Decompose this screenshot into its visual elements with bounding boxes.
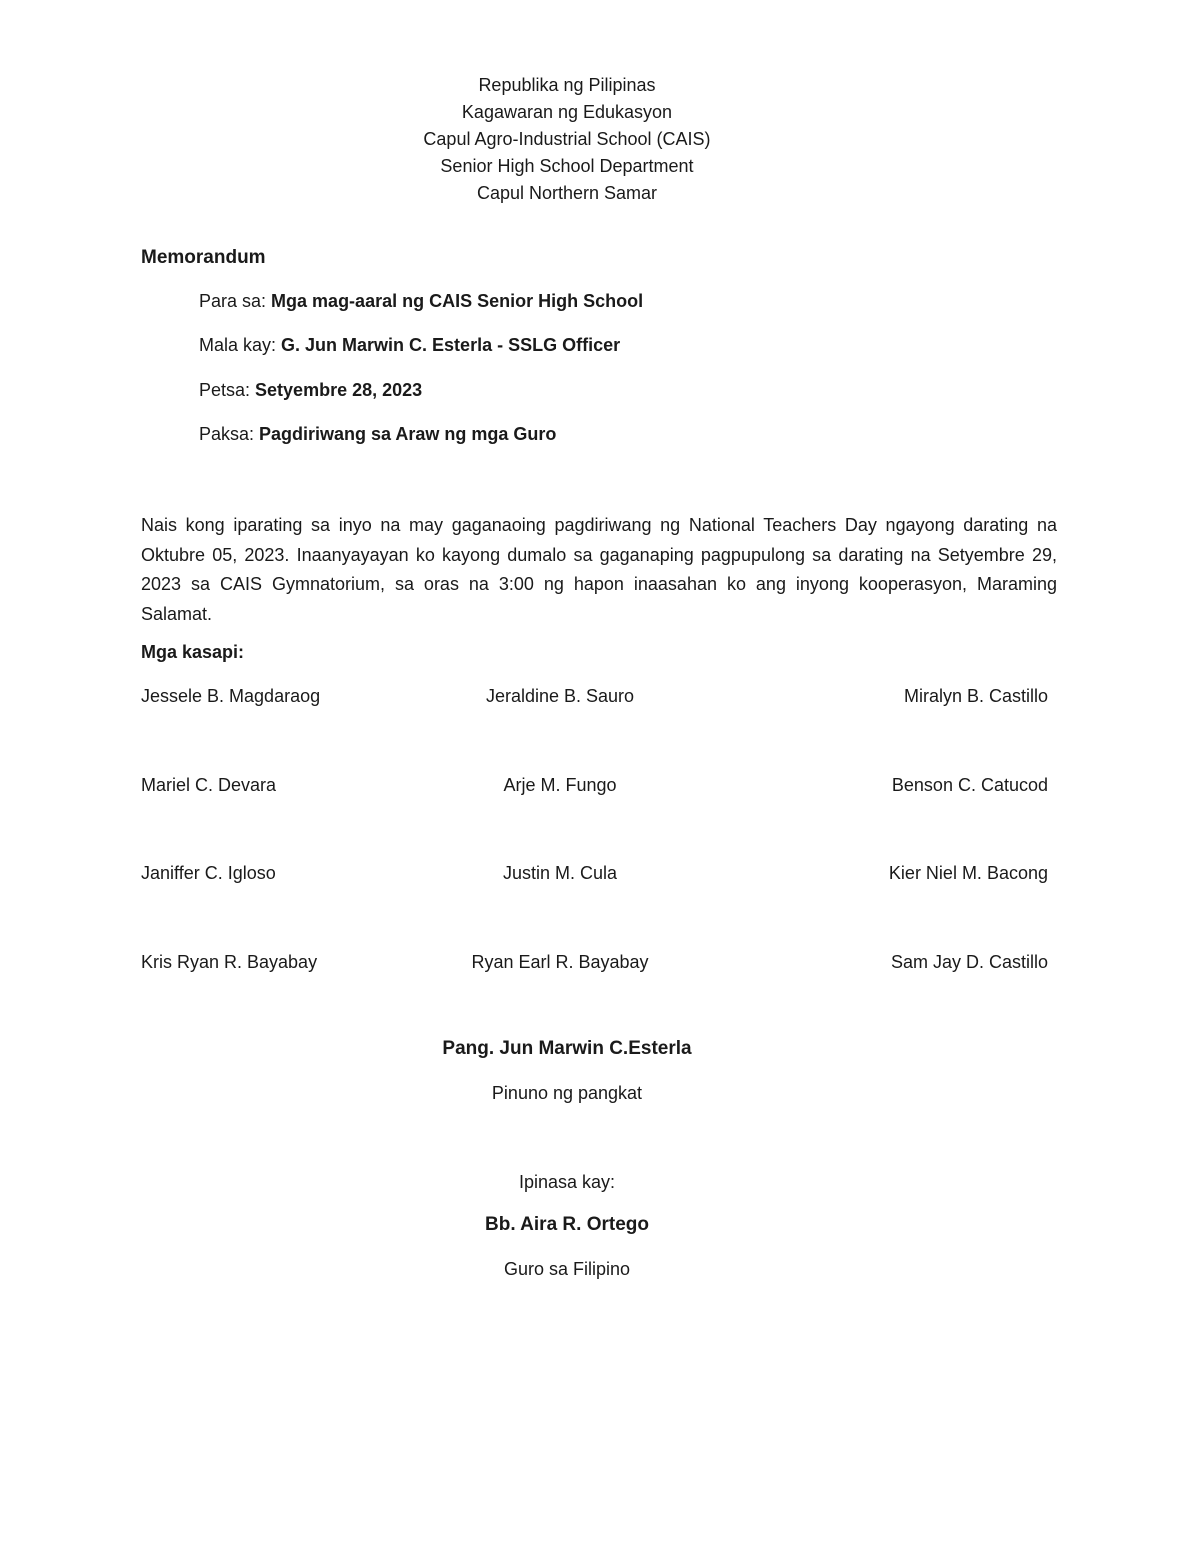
member-name: Benson C. Catucod (891, 775, 1048, 795)
signatory-name: Pang. Jun Marwin C.Esterla (442, 1038, 692, 1059)
paksa-value: Pagdiriwang sa Araw ng mga Guro (259, 424, 557, 444)
letterhead-location: Capul Northern Samar (476, 183, 658, 203)
paksa-label: Paksa: (199, 424, 260, 444)
member-name: Jeraldine B. Sauro (485, 686, 635, 706)
letterhead-department: Kagawaran ng Edukasyon (461, 102, 673, 122)
memo-field-mula-kay (199, 335, 620, 356)
para-sa-value: Mga mag-aaral ng CAIS Senior High School (271, 291, 644, 311)
letterhead (0, 72, 1134, 207)
member-name: Kris Ryan R. Bayabay (141, 952, 318, 972)
para-sa-label: Para sa: (199, 291, 272, 311)
letterhead-school: Capul Agro-Industrial School (CAIS) (423, 129, 711, 149)
mula-kay-label: Mala kay: (199, 335, 282, 355)
letterhead-division: Senior High School Department (440, 156, 694, 176)
memo-field-paksa (199, 424, 556, 445)
memo-field-petsa (199, 380, 422, 401)
memo-body-paragraph: Nais kong iparating sa inyo na may gaganaoing pagdiriwang ng National Teachers Day ngayong darating na Oktubre 05, 2023. Inaanyayayan ko kayong dumalo sa gaganaping pagpupulong sa darating na Setyembre 29, 2023 sa CAIS Gymnatorium, sa oras na 3:00 ng hapon inaasahan ko ang inyong kooperasyon, Maraming Salamat. (141, 515, 1057, 624)
mula-kay-value: G. Jun Marwin C. Esterla - SSLG Officer (281, 335, 621, 355)
member-name: Jessele B. Magdaraog (141, 686, 321, 706)
member-name: Kier Niel M. Bacong (888, 863, 1048, 883)
member-name: Arje M. Fungo (503, 775, 617, 795)
memo-field-para-sa (199, 291, 643, 312)
submitted-to-name: Bb. Aira R. Ortego (485, 1214, 649, 1235)
member-name: Janiffer C. Igloso (141, 863, 276, 883)
letterhead-republic: Republika ng Pilipinas (478, 75, 656, 95)
submitted-to-role: Guro sa Filipino (503, 1259, 631, 1279)
member-name: Ryan Earl R. Bayabay (471, 952, 649, 972)
petsa-value: Setyembre 28, 2023 (255, 380, 423, 400)
member-name: Mariel C. Devara (141, 775, 277, 795)
submitted-to-label: Ipinasa kay: (518, 1172, 616, 1192)
members-title: Mga kasapi: (141, 642, 245, 662)
petsa-label: Petsa: (199, 380, 256, 400)
member-name: Justin M. Cula (502, 863, 618, 883)
member-name: Sam Jay D. Castillo (890, 952, 1048, 972)
member-name: Miralyn B. Castillo (903, 686, 1048, 706)
memo-title: Memorandum (141, 247, 266, 268)
signatory-role: Pinuno ng pangkat (491, 1083, 643, 1103)
